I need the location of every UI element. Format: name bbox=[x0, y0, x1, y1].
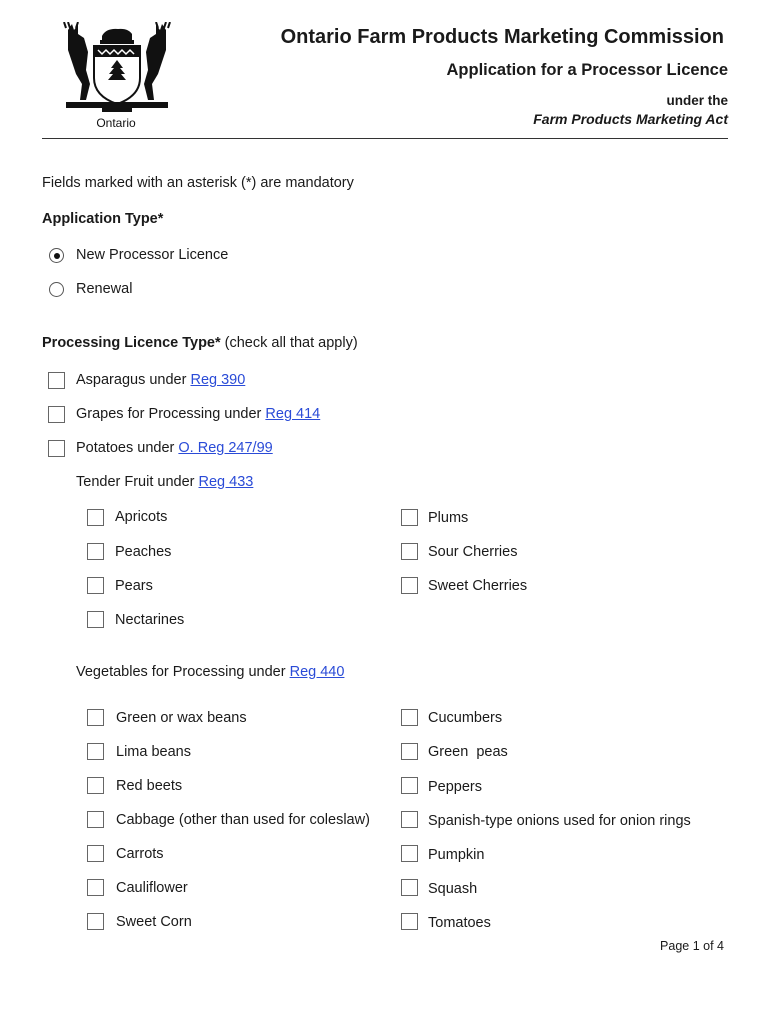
form-subtitle: Application for a Processor Licence bbox=[446, 61, 728, 79]
radio-label-new: New Processor Licence bbox=[76, 247, 229, 263]
nectarines-label: Nectarines bbox=[115, 612, 185, 628]
pears-label: Pears bbox=[115, 578, 153, 594]
ontario-wordmark: Ontario bbox=[96, 116, 136, 130]
reg-440-link[interactable]: Reg 440 bbox=[289, 664, 345, 680]
checkbox-pumpkin[interactable] bbox=[401, 845, 418, 862]
page-number: Page 1 of 4 bbox=[660, 939, 724, 953]
cucumbers-label: Cucumbers bbox=[428, 710, 503, 726]
asparagus-text: Asparagus under bbox=[76, 372, 191, 388]
vegetables-text: Vegetables for Processing under bbox=[76, 664, 290, 680]
checkbox-cabbage[interactable] bbox=[87, 811, 104, 828]
ontario-coat-of-arms-logo bbox=[62, 22, 172, 134]
header-divider bbox=[42, 138, 728, 139]
peppers-label: Peppers bbox=[428, 779, 483, 795]
cabbage-label: Cabbage (other than used for coleslaw) bbox=[116, 812, 370, 828]
sour-cherries-label: Sour Cherries bbox=[428, 544, 518, 560]
checkbox-peppers[interactable] bbox=[401, 777, 418, 794]
grapes-text: Grapes for Processing under bbox=[76, 406, 266, 422]
checkbox-tomatoes[interactable] bbox=[401, 913, 418, 930]
radio-selected-icon[interactable] bbox=[49, 248, 64, 263]
pumpkin-label: Pumpkin bbox=[428, 847, 485, 863]
checkbox-cauliflower[interactable] bbox=[87, 879, 104, 896]
lima-beans-label: Lima beans bbox=[116, 744, 191, 760]
checkbox-sweet-corn[interactable] bbox=[87, 913, 104, 930]
checkbox-spanish-onions[interactable] bbox=[401, 811, 418, 828]
reg-433-link[interactable]: Reg 433 bbox=[198, 474, 254, 490]
checkbox-lima-beans[interactable] bbox=[87, 743, 104, 760]
radio-unselected-icon[interactable] bbox=[49, 282, 64, 297]
tender-fruit-label bbox=[76, 474, 253, 490]
checkbox-apricots[interactable] bbox=[87, 509, 104, 526]
reg-390-link[interactable]: Reg 390 bbox=[190, 372, 246, 388]
o-reg-247-99-link[interactable]: O. Reg 247/99 bbox=[178, 440, 273, 456]
licence-type-label: Processing Licence Type* bbox=[42, 335, 221, 351]
checkbox-potatoes[interactable] bbox=[48, 440, 65, 457]
checkbox-green-peas[interactable] bbox=[401, 743, 418, 760]
checkbox-grapes[interactable] bbox=[48, 406, 65, 423]
checkbox-carrots[interactable] bbox=[87, 845, 104, 862]
checkbox-cucumbers[interactable] bbox=[401, 709, 418, 726]
peaches-label: Peaches bbox=[115, 544, 172, 560]
sweet-corn-label: Sweet Corn bbox=[116, 914, 192, 930]
checkbox-nectarines[interactable] bbox=[87, 611, 104, 628]
red-beets-label: Red beets bbox=[116, 778, 183, 794]
act-name: Farm Products Marketing Act bbox=[533, 111, 728, 127]
tomatoes-label: Tomatoes bbox=[428, 915, 491, 931]
licence-type-hint: (check all that apply) bbox=[220, 335, 358, 351]
checkbox-sour-cherries[interactable] bbox=[401, 543, 418, 560]
cauliflower-label: Cauliflower bbox=[116, 880, 188, 896]
coat-of-arms-icon bbox=[62, 22, 172, 116]
checkbox-red-beets[interactable] bbox=[87, 777, 104, 794]
potatoes-label bbox=[76, 440, 273, 456]
checkbox-peaches[interactable] bbox=[87, 543, 104, 560]
checkbox-plums[interactable] bbox=[401, 509, 418, 526]
tender-fruit-text: Tender Fruit under bbox=[76, 474, 199, 490]
checkbox-sweet-cherries[interactable] bbox=[401, 577, 418, 594]
carrots-label: Carrots bbox=[116, 846, 164, 862]
checkbox-squash[interactable] bbox=[401, 879, 418, 896]
green-or-wax-beans-label: Green or wax beans bbox=[116, 710, 247, 726]
checkbox-asparagus[interactable] bbox=[48, 372, 65, 389]
spanish-onions-label: Spanish-type onions used for onion rings bbox=[428, 813, 691, 829]
plums-label: Plums bbox=[428, 510, 469, 526]
asparagus-label bbox=[76, 372, 245, 388]
squash-label: Squash bbox=[428, 881, 478, 897]
sweet-cherries-label: Sweet Cherries bbox=[428, 578, 528, 594]
green-peas-label: Green peas bbox=[428, 744, 508, 760]
vegetables-label bbox=[76, 664, 344, 680]
apricots-label: Apricots bbox=[115, 509, 168, 525]
grapes-label bbox=[76, 406, 320, 422]
radio-label-renewal: Renewal bbox=[76, 281, 133, 297]
reg-414-link[interactable]: Reg 414 bbox=[265, 406, 321, 422]
page-title: Ontario Farm Products Marketing Commission bbox=[280, 26, 724, 48]
application-type-label: Application Type* bbox=[42, 211, 164, 227]
licence-type-heading bbox=[42, 335, 358, 351]
checkbox-green-or-wax-beans[interactable] bbox=[87, 709, 104, 726]
checkbox-pears[interactable] bbox=[87, 577, 104, 594]
mandatory-note: Fields marked with an asterisk (*) are mandatory bbox=[42, 175, 354, 191]
potatoes-text: Potatoes under bbox=[76, 440, 179, 456]
under-the-label: under the bbox=[666, 93, 728, 108]
